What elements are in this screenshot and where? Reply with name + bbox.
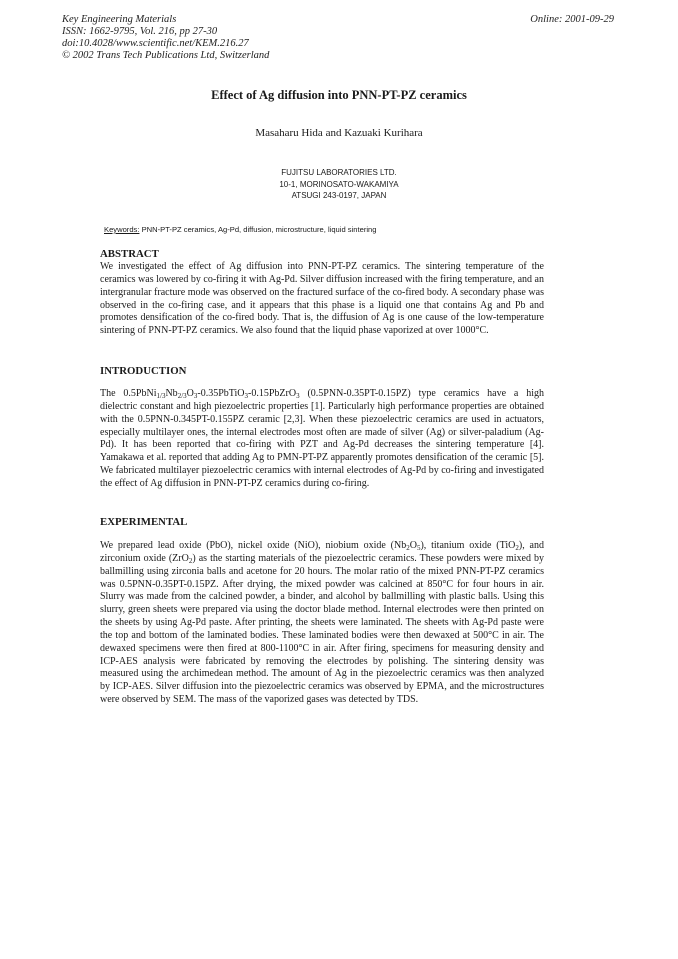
journal-issn: ISSN: 1662-9795, Vol. 216, pp 27-30 <box>62 26 218 37</box>
formula-subscript: 3 <box>296 392 300 400</box>
journal-copyright: © 2002 Trans Tech Publications Ltd, Switzerland <box>62 50 270 61</box>
formula-part: O <box>186 388 194 399</box>
paper-authors: Masaharu Hida and Kazuaki Kurihara <box>255 127 423 139</box>
formula-subscript: 2 <box>188 556 193 565</box>
formula-subscript: 3 <box>193 392 198 400</box>
keywords <box>104 225 377 234</box>
formula-part: -0.35PbTiO <box>197 388 245 399</box>
keywords-label: Keywords: <box>104 225 140 234</box>
formula-subscript: 2 <box>406 544 410 552</box>
abstract-text: We investigated the effect of Ag diffusion into PNN-PT-PZ ceramics. The sintering temperature of the ceramics was lowered by co-firing it with Ag-Pd. Silver diffusion increased with the firing temperature, and an intergranular fracture mode was observed on the fractured surface of the co-fired body. A secondary phase was observed in the co-firing case, and it appears that this phase is a liquid one that contains Ag and Pb and promotes densification of the co-fired body. That is, the diffusion of Ag is one cause of the low-temperature sintering of PNN-PT-PZ ceramics. We also found that the liquid phase vaporized at over 1000°C. <box>100 261 544 337</box>
introduction-heading: INTRODUCTION <box>100 365 187 377</box>
text-part: ), titanium oxide (TiO <box>420 540 516 551</box>
formula-part: The 0.5PbNi <box>100 388 157 399</box>
affiliation-line: 10-1, MORINOSATO-WAKAMIYA <box>279 179 399 189</box>
paper-title: Effect of Ag diffusion into PNN-PT-PZ ceramics <box>211 88 467 102</box>
online-date: Online: 2001-09-29 <box>530 14 614 25</box>
formula-subscript: 3 <box>244 392 249 400</box>
introduction-text <box>100 388 544 491</box>
abstract-heading: ABSTRACT <box>100 248 159 260</box>
formula-subscript: 2/3 <box>177 392 187 400</box>
formula-part: -0.15PbZrO <box>248 388 297 399</box>
formula-subscript: 2 <box>515 544 519 552</box>
journal-header <box>62 14 269 62</box>
text-part: O <box>409 540 417 551</box>
formula-subscript: 5 <box>416 544 421 552</box>
formula-subscript: 1/3 <box>156 392 166 400</box>
affiliation <box>0 167 678 202</box>
text-part: ) as the starting materials of the piezoelectric ceramics. These powders were mixed by ballmilling using zirconia balls and acetone for 20 hours. The molar ratio of the mixed PNN-PT-PZ ceramics was 0.5PNN-0.35PT-0.15PZ. After drying, the mixed powder was calcined at 850°C for four hours in air. Slurry was made from the calcined powder, a binder, and alcohol by ballmilling with plastic balls. Using this slurry, green sheets were prepared via using the doctor blade method. Internal electrodes were then printed on the sheets by using Ag-Pd paste. After printing, the sheets were laminated. The sheets with Ag-Pd paste were the top and bottom of the laminated bodies. These laminated bodies were then dewaxed at 500°C in air. The dewaxed specimens were then fired at 800-1100°C in air. After firing, specimens for measuring density and ICP-AES analysis were fabricated by removing the electrodes by polishing. The sintering density was measured using the archimedean method. The amount of Ag in the piezoelectric ceramics was then analyzed by ICP-AES. Silver diffusion into the piezoelectric ceramics was observed by EPMA, and the microstructures were observed by SEM. The mass of the vaporized gases was detected by TDS. <box>100 552 544 706</box>
abstract-section <box>100 248 544 338</box>
formula-part: Nb <box>165 388 178 399</box>
experimental-heading: EXPERIMENTAL <box>100 516 188 528</box>
affiliation-line: FUJITSU LABORATORIES LTD. <box>281 168 397 177</box>
affiliation-line: ATSUGI 243-0197, JAPAN <box>291 191 387 200</box>
journal-name: Key Engineering Materials <box>62 14 177 25</box>
text-part: We prepared lead oxide (PbO), nickel oxide (NiO), niobium oxide (Nb <box>100 540 407 551</box>
introduction-body: (0.5PNN-0.35PT-0.15PZ) type ceramics have a high dielectric constant and high piezoelectric properties [1]. Particularly high performance properties are obtained with the 0.5PNN-0.345PT-0.155PZ ceramic [2,3]. When these piezoelectric ceramics are used in actuators, especially multilayer ones, the internal electrodes most often are made of silver (Ag) or silver-paladium (Ag-Pd). It has been reported that co-firing with PZT and Ag-Pd decreases the sintering temperature [4]. Yamakawa et al. reported that adding Ag to PMN-PT-PZ apparently promotes densification of the ceramic [5]. We fabricated multilayer piezoelectric ceramics with internal electrodes of Ag-Pd by co-firing and investigated the effect of Ag diffusion in PNN-PT-PZ ceramics during co-firing. <box>100 388 545 489</box>
experimental-text <box>100 540 544 707</box>
journal-doi[interactable]: doi:10.4028/www.scientific.net/KEM.216.27 <box>62 38 249 49</box>
keywords-text: PNN-PT-PZ ceramics, Ag-Pd, diffusion, microstructure, liquid sintering <box>141 225 377 234</box>
text-part: ), and zirconium oxide (ZrO <box>100 540 544 564</box>
